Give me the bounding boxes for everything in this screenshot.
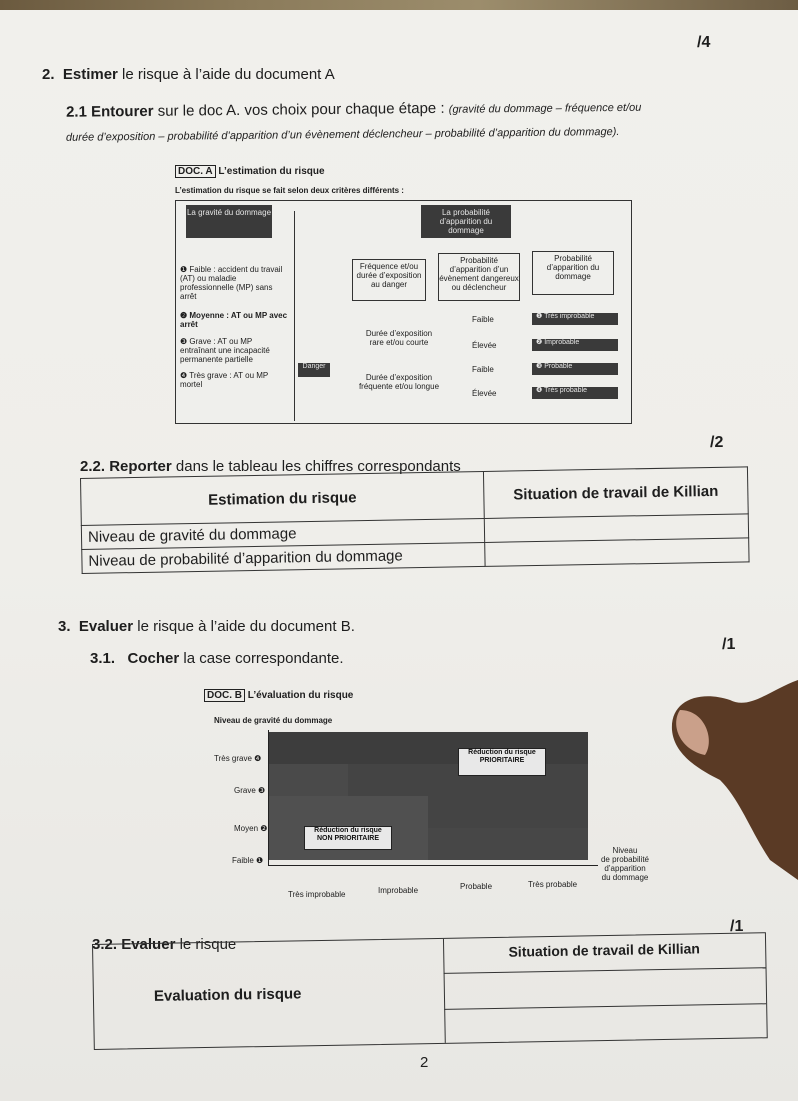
question-3-2: 3.2. Evaluer le risque bbox=[92, 936, 237, 953]
table2-row-label: Evaluation du risque bbox=[153, 985, 302, 1005]
doc-b-xaxis bbox=[268, 865, 598, 866]
q22-verb: Reporter bbox=[109, 458, 172, 475]
doc-a-r3: ❸ Probable bbox=[532, 363, 618, 375]
question-3: 3. Evaluer le risque à l’aide du document B. bbox=[58, 618, 355, 635]
table1-header-1: Estimation du risque bbox=[81, 471, 485, 525]
table1-row1-label: Niveau de gravité du dommage bbox=[81, 518, 484, 549]
doc-a-g2: ❷ Moyenne : AT ou MP avec arrêt bbox=[180, 311, 288, 329]
q21-italic-2: durée d’exposition – probabilité d’apparition d’un évènement déclencheur – probabilité d’apparition du dommage). bbox=[65, 125, 620, 144]
score-q22: /2 bbox=[710, 434, 724, 451]
score-q32: /1 bbox=[730, 918, 744, 935]
doc-a-g3: ❸ Grave : AT ou MP entraînant une incapacité permanente partielle bbox=[180, 337, 270, 364]
table1-row2-answer[interactable] bbox=[485, 538, 749, 567]
q22-text: dans le tableau les chiffres correspondants bbox=[171, 458, 461, 475]
score-q3: /1 bbox=[722, 636, 736, 653]
doc-a-pf1: Faible bbox=[472, 315, 494, 324]
doc-a-center: Danger bbox=[298, 363, 330, 377]
doc-b-x3: Probable bbox=[460, 882, 493, 891]
doc-a-d2: Durée d’exposition fréquente et/ou longue bbox=[358, 373, 440, 391]
q2-num: 2. bbox=[42, 66, 55, 83]
doc-a-pe1: Élevée bbox=[472, 341, 497, 350]
doc-a-g1: ❶ Faible : accident du travail (AT) ou maladie professionnelle (MP) sans arrêt bbox=[180, 265, 283, 301]
q2-text: le risque à l’aide du document A bbox=[117, 66, 335, 83]
hand-photo bbox=[660, 670, 798, 880]
doc-a-tag: DOC. A bbox=[175, 165, 216, 178]
doc-a-diagram bbox=[175, 200, 632, 424]
doc-b-x4: Très probable bbox=[528, 880, 578, 889]
q21-text: sur le doc A. vos choix pour chaque étape : bbox=[153, 99, 445, 120]
doc-b-yaxis-label: Niveau de gravité du dommage bbox=[214, 716, 333, 725]
doc-b-title: L’évaluation du risque bbox=[247, 690, 354, 701]
doc-b-y4: Très grave ❹ bbox=[214, 754, 262, 763]
doc-a-header bbox=[175, 166, 325, 177]
score-q2: /4 bbox=[697, 34, 711, 51]
doc-b-matrix bbox=[268, 732, 588, 860]
doc-a-col1: Fréquence et/ou durée d’exposition au danger bbox=[352, 259, 426, 301]
doc-b-y1: Faible ❶ bbox=[232, 856, 264, 865]
doc-a-pf2: Faible bbox=[472, 365, 494, 374]
doc-a-subtitle: L’estimation du risque se fait selon deux critères différents : bbox=[175, 186, 404, 195]
doc-a-col2: Probabilité d’apparition d’un évènement dangereux ou déclencheur bbox=[438, 253, 520, 301]
doc-b-x1: Très improbable bbox=[288, 890, 346, 899]
q21-num: 2.1 bbox=[65, 103, 87, 121]
table-evaluation bbox=[92, 932, 768, 1050]
doc-a-r4: ❹ Très probable bbox=[532, 387, 618, 399]
doc-b-y2: Moyen ❷ bbox=[234, 824, 268, 833]
doc-b-yaxis bbox=[268, 730, 269, 866]
doc-b-x2: Improbable bbox=[378, 886, 419, 895]
q21-verb: Entourer bbox=[90, 102, 154, 121]
doc-b-header bbox=[204, 690, 353, 701]
doc-a-d1: Durée d’exposition rare et/ou courte bbox=[365, 329, 433, 347]
doc-a-title: L’estimation du risque bbox=[218, 166, 325, 177]
q22-num: 2.2. bbox=[80, 458, 106, 475]
doc-a-g4: ❹ Très grave : AT ou MP mortel bbox=[180, 371, 269, 389]
doc-b-tag: DOC. B bbox=[204, 689, 245, 702]
doc-a-header-probability: La probabilité d’apparition du dommage bbox=[421, 205, 511, 238]
q21-italic-1: (gravité du dommage – fréquence et/ou bbox=[448, 101, 642, 116]
table1-row2-label: Niveau de probabilité d’apparition du dommage bbox=[82, 542, 485, 573]
question-3-1: 3.1. Cocher la case correspondante. bbox=[90, 650, 344, 667]
table-estimation bbox=[80, 466, 750, 574]
question-2 bbox=[42, 66, 335, 83]
doc-a-divider bbox=[294, 211, 295, 421]
doc-b-y3: Grave ❸ bbox=[234, 786, 266, 795]
doc-a-header-severity: La gravité du dommage bbox=[186, 205, 272, 238]
page-number: 2 bbox=[420, 1054, 429, 1071]
table1-header-2: Situation de travail de Killian bbox=[483, 467, 748, 519]
doc-a-r2: ❷ Improbable bbox=[532, 339, 618, 351]
table2-header: Situation de travail de Killian bbox=[508, 940, 700, 960]
table2-answer[interactable] bbox=[446, 969, 765, 1007]
doc-a-r1: ❶ Très improbable bbox=[532, 313, 618, 325]
doc-b-xaxis-label: Niveau de probabilité d’apparition du dommage bbox=[600, 846, 650, 882]
q2-verb: Estimer bbox=[62, 66, 118, 83]
doc-b-box-priority: Réduction du risque PRIORITAIRE bbox=[458, 748, 546, 776]
doc-b-box-nonpriority: Réduction du risque NON PRIORITAIRE bbox=[304, 826, 392, 850]
doc-a-pe2: Élevée bbox=[472, 389, 497, 398]
doc-a-col3: Probabilité d’apparition du dommage bbox=[532, 251, 614, 295]
